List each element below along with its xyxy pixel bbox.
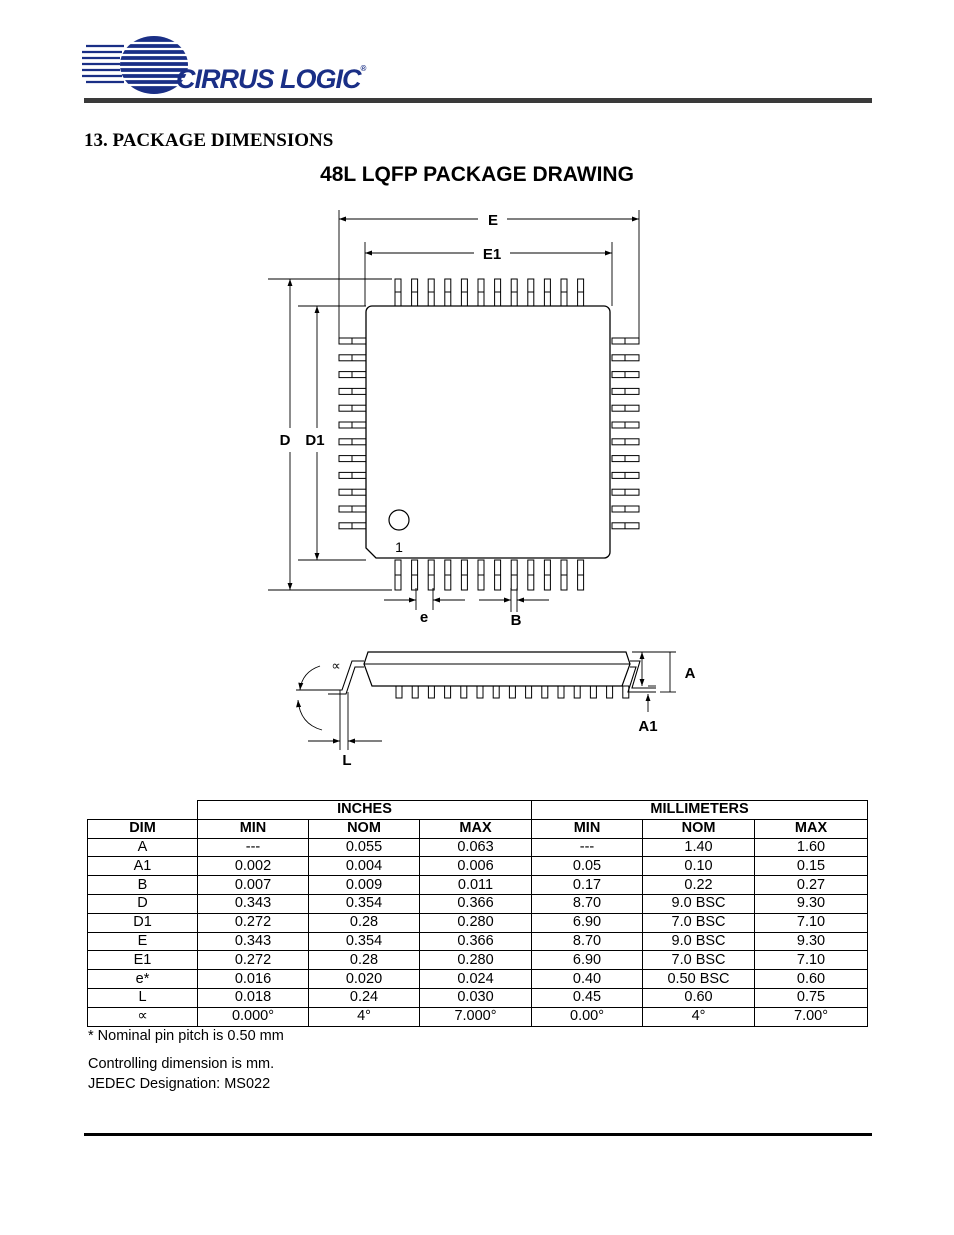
note-pin-pitch: * Nominal pin pitch is 0.50 mm bbox=[88, 1028, 284, 1044]
table-row bbox=[88, 988, 868, 1007]
dim-B-label: B bbox=[510, 612, 522, 629]
column-header: MIN bbox=[198, 819, 309, 838]
pin1-marker bbox=[389, 510, 409, 530]
table-cell: 0.05 bbox=[532, 857, 643, 876]
dim-E-label: E bbox=[487, 212, 499, 229]
table-cell: 1.40 bbox=[643, 838, 755, 857]
table-cell: D bbox=[88, 894, 198, 913]
table-cell: 0.366 bbox=[420, 932, 532, 951]
column-header: MIN bbox=[532, 819, 643, 838]
table-cell: 7.0 BSC bbox=[643, 913, 755, 932]
table-row bbox=[88, 1007, 868, 1026]
table-cell: A bbox=[88, 838, 198, 857]
package-leads bbox=[339, 279, 639, 590]
table-cell: B bbox=[88, 876, 198, 895]
table-cell: E1 bbox=[88, 951, 198, 970]
note-jedec: JEDEC Designation: MS022 bbox=[88, 1076, 271, 1092]
table-cell: 7.000° bbox=[420, 1007, 532, 1026]
package-body bbox=[366, 306, 610, 558]
dim-L-label: L bbox=[342, 752, 352, 769]
table-cell: 0.10 bbox=[643, 857, 755, 876]
table-cell: 0.280 bbox=[420, 913, 532, 932]
table-cell: 4° bbox=[309, 1007, 420, 1026]
table-cell: 0.004 bbox=[309, 857, 420, 876]
table-cell: 0.22 bbox=[643, 876, 755, 895]
table-cell: 0.28 bbox=[309, 913, 420, 932]
table-row bbox=[88, 970, 868, 989]
table-cell: 0.28 bbox=[309, 951, 420, 970]
table-cell: 0.366 bbox=[420, 894, 532, 913]
table-body bbox=[88, 838, 868, 1026]
table-cell: ∝ bbox=[88, 1007, 198, 1026]
column-header: MAX bbox=[755, 819, 868, 838]
dim-D-label: D bbox=[279, 432, 291, 449]
table-cell: 7.10 bbox=[755, 913, 868, 932]
table-column-header-row bbox=[88, 819, 868, 838]
table-row bbox=[88, 838, 868, 857]
footer-rule bbox=[84, 1133, 872, 1136]
table-cell: 0.272 bbox=[198, 951, 309, 970]
table-cell: 0.011 bbox=[420, 876, 532, 895]
table-cell: 9.30 bbox=[755, 894, 868, 913]
table-cell: 9.0 BSC bbox=[643, 932, 755, 951]
table-cell: 0.272 bbox=[198, 913, 309, 932]
table-cell: 0.27 bbox=[755, 876, 868, 895]
table-cell: 0.40 bbox=[532, 970, 643, 989]
table-row bbox=[88, 913, 868, 932]
drawing-title: 48L LQFP PACKAGE DRAWING bbox=[320, 163, 634, 186]
table-cell: 7.00° bbox=[755, 1007, 868, 1026]
table-cell: --- bbox=[198, 838, 309, 857]
column-header: NOM bbox=[643, 819, 755, 838]
table-cell: 0.15 bbox=[755, 857, 868, 876]
table-cell: 1.60 bbox=[755, 838, 868, 857]
table-cell: 0.002 bbox=[198, 857, 309, 876]
table-cell: 0.50 BSC bbox=[643, 970, 755, 989]
column-header: MAX bbox=[420, 819, 532, 838]
table-cell: 0.60 bbox=[755, 970, 868, 989]
dimensions-table bbox=[87, 800, 868, 1027]
table-cell: 8.70 bbox=[532, 894, 643, 913]
note-controlling-dimension: Controlling dimension is mm. bbox=[88, 1056, 275, 1072]
table-cell: 0.343 bbox=[198, 932, 309, 951]
table-cell: 0.018 bbox=[198, 988, 309, 1007]
table-cell: 0.055 bbox=[309, 838, 420, 857]
table-cell: 0.006 bbox=[420, 857, 532, 876]
table-cell: 0.016 bbox=[198, 970, 309, 989]
dim-A-label: A bbox=[684, 665, 696, 682]
dim-A1-label: A1 bbox=[638, 718, 658, 735]
table-cell: 8.70 bbox=[532, 932, 643, 951]
table-cell: 0.354 bbox=[309, 932, 420, 951]
table-cell: 9.30 bbox=[755, 932, 868, 951]
table-cell: L bbox=[88, 988, 198, 1007]
table-cell: 6.90 bbox=[532, 951, 643, 970]
table-cell: 0.354 bbox=[309, 894, 420, 913]
table-row bbox=[88, 857, 868, 876]
table-cell: 0.280 bbox=[420, 951, 532, 970]
table-cell: 6.90 bbox=[532, 913, 643, 932]
table-cell: A1 bbox=[88, 857, 198, 876]
section-title: 13. PACKAGE DIMENSIONS bbox=[84, 130, 334, 151]
alpha-label: ∝ bbox=[331, 658, 341, 673]
table-cell: 0.030 bbox=[420, 988, 532, 1007]
column-header: NOM bbox=[309, 819, 420, 838]
dim-e-label: e bbox=[419, 609, 429, 626]
table-cell: 0.60 bbox=[643, 988, 755, 1007]
table-row bbox=[88, 951, 868, 970]
table-cell: 0.17 bbox=[532, 876, 643, 895]
table-cell: 0.063 bbox=[420, 838, 532, 857]
brand-name: CIRRUS LOGIC® bbox=[176, 64, 366, 94]
side-view-body bbox=[364, 652, 630, 686]
table-cell: E bbox=[88, 932, 198, 951]
table-cell: 7.0 BSC bbox=[643, 951, 755, 970]
table-cell: 0.000° bbox=[198, 1007, 309, 1026]
table-group-header-row bbox=[88, 801, 868, 820]
dim-E1-label: E1 bbox=[482, 246, 502, 263]
table-cell: D1 bbox=[88, 913, 198, 932]
group-header-millimeters: MILLIMETERS bbox=[532, 801, 868, 820]
table-cell: e* bbox=[88, 970, 198, 989]
table-cell: 0.45 bbox=[532, 988, 643, 1007]
dim-D1-label: D1 bbox=[305, 432, 325, 449]
table-cell: 0.00° bbox=[532, 1007, 643, 1026]
table-cell: 0.024 bbox=[420, 970, 532, 989]
table-row bbox=[88, 876, 868, 895]
table-cell: 9.0 BSC bbox=[643, 894, 755, 913]
column-header: DIM bbox=[88, 819, 198, 838]
pin1-label: 1 bbox=[395, 539, 403, 555]
group-header-inches: INCHES bbox=[198, 801, 532, 820]
table-cell: --- bbox=[532, 838, 643, 857]
table-cell: 0.343 bbox=[198, 894, 309, 913]
table-cell: 7.10 bbox=[755, 951, 868, 970]
table-cell: 4° bbox=[643, 1007, 755, 1026]
table-cell: 0.75 bbox=[755, 988, 868, 1007]
side-view-leads bbox=[396, 686, 629, 698]
table-row bbox=[88, 932, 868, 951]
table-cell: 0.007 bbox=[198, 876, 309, 895]
table-cell: 0.009 bbox=[309, 876, 420, 895]
table-cell: 0.020 bbox=[309, 970, 420, 989]
table-row bbox=[88, 894, 868, 913]
table-cell: 0.24 bbox=[309, 988, 420, 1007]
